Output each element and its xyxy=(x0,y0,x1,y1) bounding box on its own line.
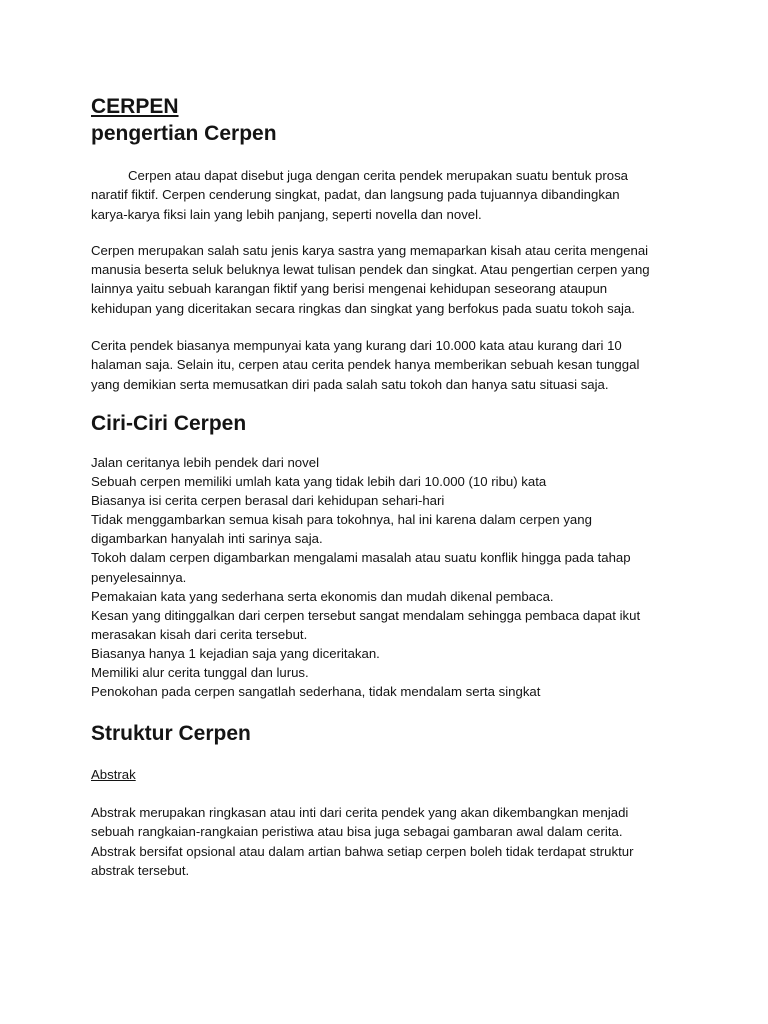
text-line: sebuah rangkaian-rangkaian peristiwa atau bisa juga sebagai gambaran awal dalam cerita. xyxy=(91,824,623,840)
text-line: Pemakaian kata yang sederhana serta ekonomis dan mudah dikenal pembaca. xyxy=(91,588,554,604)
section-heading-pengertian: pengertian Cerpen xyxy=(91,122,277,145)
text-line: lainnya yaitu sebuah karangan fiktif yang berisi mengenai kehidupan seseorang ataupun xyxy=(91,281,608,297)
text-line: Abstrak merupakan ringkasan atau inti dari cerita pendek yang akan dikembangkan menjadi xyxy=(91,805,629,821)
intro-paragraph-1 xyxy=(91,166,671,224)
text-line: naratif fiktif. Cerpen cenderung singkat, padat, dan langsung pada tujuannya dibandingkan xyxy=(91,187,620,203)
list-item xyxy=(91,548,671,586)
text-line: Jalan ceritanya lebih pendek dari novel xyxy=(91,454,319,470)
text-line: Abstrak bersifat opsional atau dalam artian bahwa setiap cerpen boleh tidak terdapat struktur xyxy=(91,843,634,859)
abstrak-paragraph xyxy=(91,803,671,880)
text-line: Kesan yang ditinggalkan dari cerpen tersebut sangat mendalam sehingga pembaca dapat ikut xyxy=(91,607,641,623)
list-item xyxy=(91,663,671,682)
text-line: Cerita pendek biasanya mempunyai kata yang kurang dari 10.000 kata atau kurang dari 10 xyxy=(91,338,622,354)
text-line: Sebuah cerpen memiliki umlah kata yang tidak lebih dari 10.000 (10 ribu) kata xyxy=(91,474,547,490)
text-line: kehidupan yang diceritakan secara ringkas dan singkat yang berfokus pada suatu tokoh saja. xyxy=(91,300,635,316)
text-line: Tidak menggambarkan semua kisah para tokohnya, hal ini karena dalam cerpen yang xyxy=(91,512,592,528)
text-line: Memiliki alur cerita tunggal dan lurus. xyxy=(91,665,309,680)
text-line: Cerpen atau dapat disebut juga dengan cerita pendek merupakan suatu bentuk prosa xyxy=(128,168,629,183)
ciri-list xyxy=(91,453,671,701)
text-line: karya-karya fiksi lain yang lebih panjang, seperti novella dan novel. xyxy=(91,206,482,222)
text-line: penyelesainnya. xyxy=(91,569,187,585)
text-line: Biasanya hanya 1 kejadian saja yang diceritakan. xyxy=(91,645,380,661)
subheading-abstrak: Abstrak xyxy=(91,767,136,783)
text-line: yang demikian serta memusatkan diri pada salah satu tokoh dan hanya satu situasi saja. xyxy=(91,376,609,392)
text-line: halaman saja. Selain itu, cerpen atau cerita pendek hanya memberikan sebuah kesan tunggal xyxy=(91,357,640,373)
text-line: abstrak tersebut. xyxy=(91,863,190,879)
section-heading-struktur: Struktur Cerpen xyxy=(91,722,251,746)
document-title: CERPEN xyxy=(91,95,179,118)
text-line: merasakan kisah dari cerita tersebut. xyxy=(91,626,308,642)
list-item xyxy=(91,491,671,510)
text-line: Penokohan pada cerpen sangatlah sederhana, tidak mendalam serta singkat xyxy=(91,684,541,700)
intro-paragraph-2 xyxy=(91,241,671,318)
list-item xyxy=(91,644,671,663)
text-line: digambarkan hanyalah inti sarinya saja. xyxy=(91,531,323,547)
section-heading-ciri: Ciri-Ciri Cerpen xyxy=(91,411,247,435)
text-line: Biasanya isi cerita cerpen berasal dari kehidupan sehari-hari xyxy=(91,493,445,509)
list-item xyxy=(91,510,671,548)
text-line: manusia beserta seluk beluknya lewat tulisan pendek dan singkat. Atau pengertian cerpen yang xyxy=(91,262,650,278)
list-item xyxy=(91,453,671,472)
text-line: Tokoh dalam cerpen digambarkan mengalami masalah atau suatu konflik hingga pada tahap xyxy=(91,550,631,566)
text-line: Cerpen merupakan salah satu jenis karya sastra yang memaparkan kisah atau cerita mengenai xyxy=(91,242,649,258)
list-item xyxy=(91,587,671,606)
list-item xyxy=(91,472,671,491)
list-item xyxy=(91,682,671,701)
document-page xyxy=(91,94,671,880)
intro-paragraph-3 xyxy=(91,336,671,394)
list-item xyxy=(91,606,671,644)
